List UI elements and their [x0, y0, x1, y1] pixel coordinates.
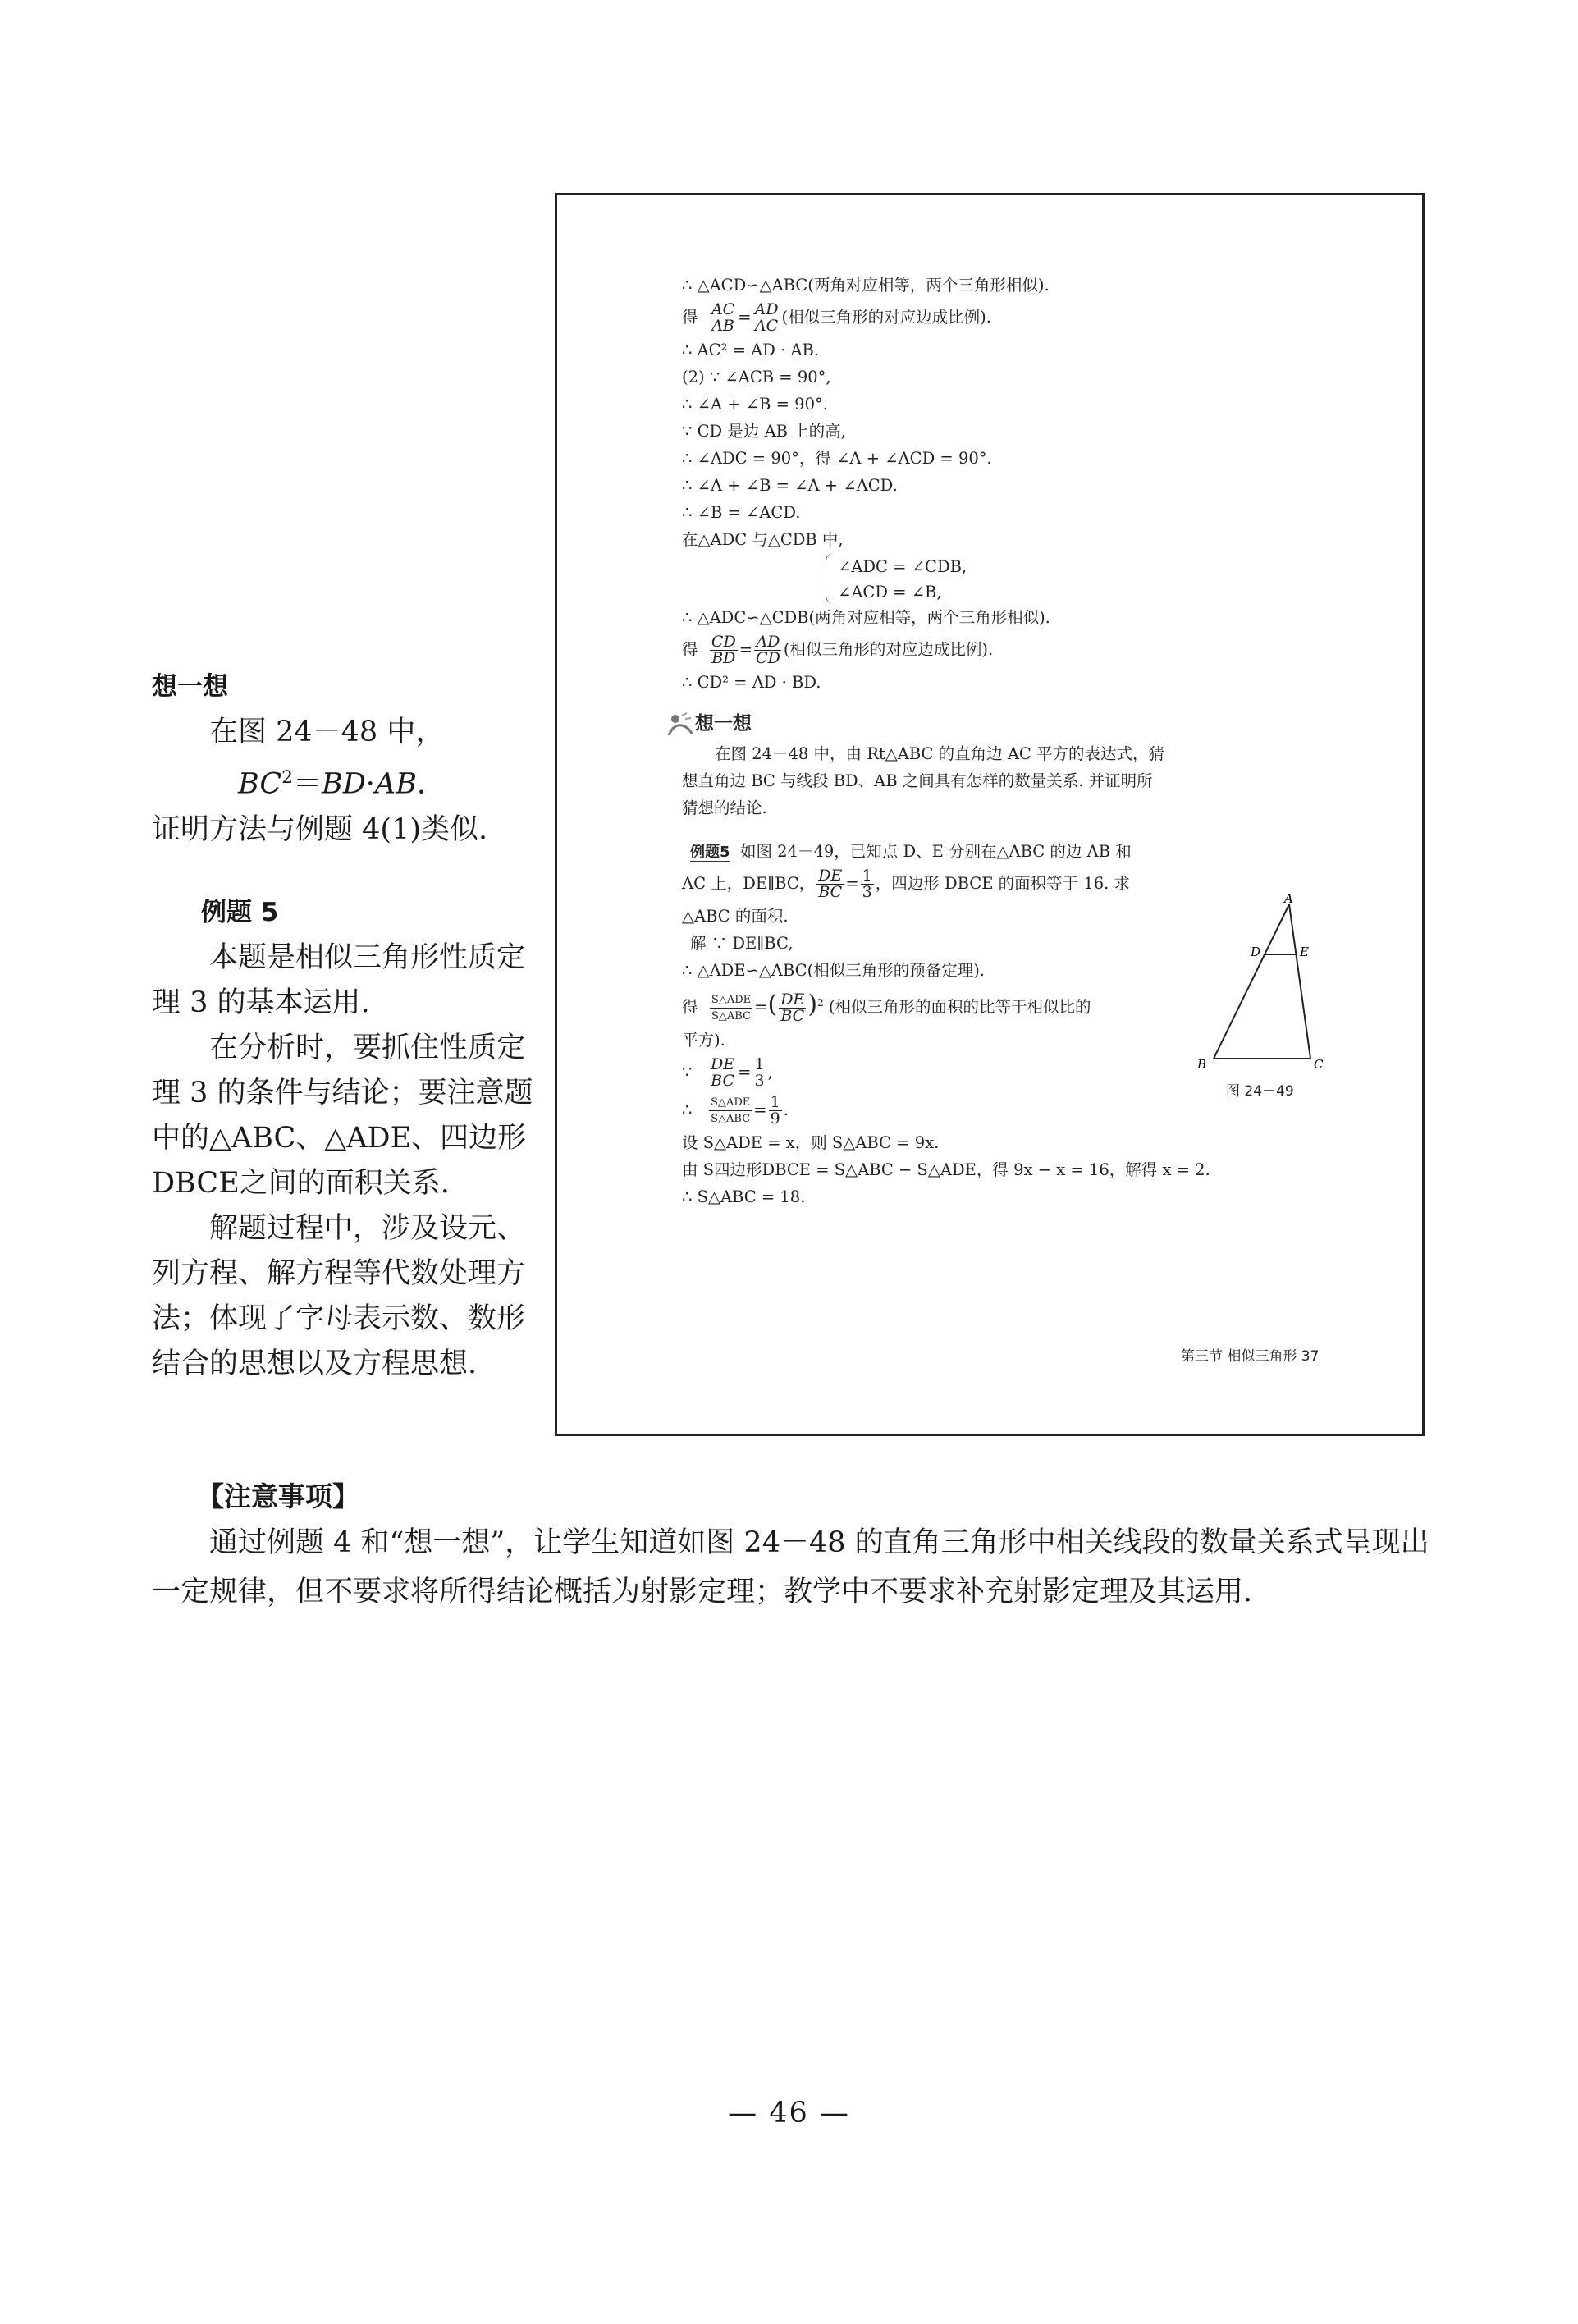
- solution-area-value: ∴ $\frac{\text{S△ADE}}{\text{S△ABC}}$ = $\frac{1}{9}$ .: [682, 1093, 789, 1128]
- proof-line: ∴ AC² = AD · AB.: [682, 341, 820, 359]
- example5-heading: 例题 5: [201, 898, 279, 927]
- solution-line: 平方).: [682, 1031, 725, 1050]
- label-e: E: [1300, 945, 1309, 959]
- proof-line: ∴ △ADC∽△CDB(两角对应相等，两个三角形相似).: [682, 608, 1050, 627]
- proof-line: ∵ CD 是边 AB 上的高,: [682, 422, 846, 441]
- figure-caption: 图 24－49: [1226, 1083, 1294, 1100]
- page-number: — 46 —: [728, 2097, 850, 2130]
- solution-area-ratio: 得 $\frac{\text{S△ADE}}{\text{S△ABC}}$ =( $\frac{DE}{BC}$ )$^2$ (相似三角形的面积的比等于相似比的: [682, 990, 1091, 1025]
- example5-statement-3: △ABC 的面积.: [682, 907, 789, 926]
- proof-line: (2) ∵ ∠ACB = 90°,: [682, 368, 831, 387]
- left-note-think: [152, 665, 537, 853]
- solution-line: 解 ∵ DE∥BC,: [690, 934, 794, 953]
- think-section-heading: 想一想: [666, 707, 1150, 740]
- think-heading: 想一想: [152, 672, 228, 702]
- label-c: C: [1314, 1057, 1324, 1072]
- proof-line: ∴ ∠B = ∠ACD.: [682, 503, 801, 522]
- textbook-footer: 第三节 相似三角形 37: [1181, 1348, 1320, 1365]
- textbook-page: [555, 193, 1425, 1436]
- example5-statement: 例题5 如图 24－49，已知点 D、E 分别在△ABC 的边 AB 和: [690, 842, 1132, 861]
- proof-line: ∴ ∠A + ∠B = 90°.: [682, 395, 828, 414]
- solution-ratio: ∵ $\frac{DE}{BC}$ = $\frac{1}{3}$ ,: [682, 1055, 773, 1090]
- example5-p2: 在分析时，要抓住性质定理 3 的条件与结论；要注意题中的△ABC、△ADE、四边形DBCE之间的面积关系.: [152, 1032, 533, 1200]
- proof-line: ∴ ∠A + ∠B = ∠A + ∠ACD.: [682, 476, 898, 495]
- proof-ratio-2: 得 $\frac{CD}{BD}$ = $\frac{AD}{CD}$ (相似三角形的对应边成比例).: [682, 633, 994, 667]
- notes-title: 【注意事项】: [197, 1480, 359, 1512]
- example5-statement-2: AC 上，DE∥BC， $\frac{DE}{BC}$ = $\frac{1}{3}$ ，四边形 DBCE 的面积等于 16. 求: [682, 867, 1131, 901]
- label-a: A: [1284, 894, 1293, 906]
- think-line3: 证明方法与例题 4(1)类似.: [152, 812, 488, 846]
- figure-24-49: [1164, 894, 1361, 1083]
- notes-body: 通过例题 4 和“想一想”，让学生知道如图 24－48 的直角三角形中相关线段的数量关系式呈现出一定规律，但不要求将所得结论概括为射影定理；教学中不要求补充射影定理及其运用.: [152, 1526, 1429, 1608]
- example5-p3: 解题过程中，涉及设元、列方程、解方程等代数处理方法；体现了字母表示数、数形结合的思想以及方程思想.: [152, 1212, 526, 1380]
- side-ab: [1214, 904, 1289, 1059]
- thinking-figure-icon: [666, 712, 695, 737]
- example5-p1: 本题是相似三角形性质定理 3 的基本运用.: [152, 941, 526, 1019]
- proof-line: ∴ CD² = AD · BD.: [682, 673, 821, 692]
- solution-line: ∴ S△ABC = 18.: [682, 1187, 806, 1206]
- example5-label: 例题5: [690, 844, 730, 861]
- proof-line: ∴ ∠ADC = 90°，得 ∠A + ∠ACD = 90°.: [682, 449, 992, 468]
- think-prompt: 在图 24－48 中，由 Rt△ABC 的直角边 AC 平方的表达式，猜想直角边 BC 与线段 BD、AB 之间具有怎样的数量关系. 并证明所猜想的结论.: [682, 744, 1165, 817]
- textbook-content: [682, 272, 1210, 1210]
- think-formula: $BC^2=BD\cdot AB$.: [238, 767, 427, 801]
- proof-line: ∴ △ACD∽△ABC(两角对应相等，两个三角形相似).: [682, 276, 1050, 295]
- left-note-example5: [152, 890, 537, 1387]
- proof-ratio-1: 得 $\frac{AC}{AB}$ = $\frac{AD}{AC}$ (相似三角形的对应边成比例).: [682, 300, 991, 335]
- think-line1: 在图 24－48 中，: [209, 716, 445, 748]
- label-b: B: [1197, 1057, 1207, 1072]
- side-ac: [1289, 904, 1310, 1059]
- solution-line: 设 S△ADE = x，则 S△ABC = 9x.: [682, 1133, 940, 1152]
- solution-line: ∴ △ADE∽△ABC(相似三角形的预备定理).: [682, 961, 985, 980]
- solution-line: 由 S四边形DBCE = S△ABC − S△ADE，得 9x − x = 16，解得 x = 2.: [682, 1160, 1210, 1179]
- label-d: D: [1251, 945, 1261, 959]
- brace-system: ∠ADC = ∠CDB, ∠ACD = ∠B,: [826, 553, 1150, 604]
- proof-line: 在△ADC 与△CDB 中,: [682, 530, 844, 549]
